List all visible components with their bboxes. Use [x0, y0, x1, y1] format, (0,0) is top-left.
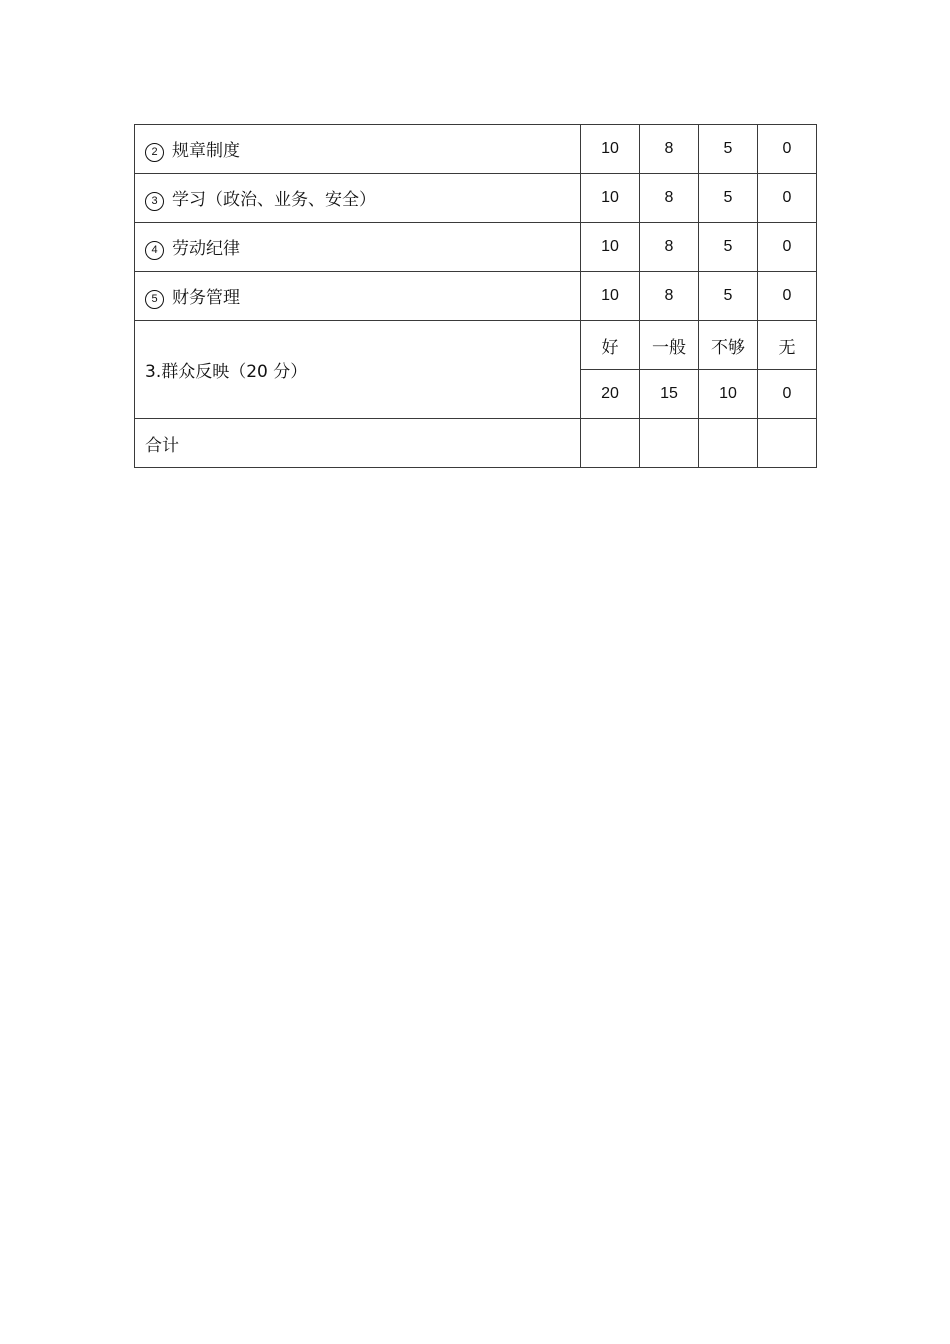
- table-row: [135, 223, 817, 272]
- row-label-cell: [135, 174, 581, 223]
- score-cell: 10: [581, 272, 640, 321]
- row-label: 财务管理: [172, 288, 240, 308]
- table-row-total: [135, 419, 817, 468]
- score-cell: 20: [581, 370, 640, 419]
- score-cell: 0: [758, 272, 817, 321]
- total-label: 合计: [135, 419, 581, 468]
- feedback-label: 3.群众反映（20 分）: [135, 321, 581, 419]
- score-cell: 0: [758, 223, 817, 272]
- score-cell: 10: [581, 125, 640, 174]
- score-cell: 8: [640, 272, 699, 321]
- score-cell: 8: [640, 125, 699, 174]
- row-label-cell: [135, 125, 581, 174]
- score-cell: 5: [699, 174, 758, 223]
- score-cell: 8: [640, 174, 699, 223]
- total-cell: [699, 419, 758, 468]
- circled-number-badge: 5: [145, 290, 164, 309]
- total-cell: [758, 419, 817, 468]
- rating-header-cell: 好: [581, 321, 640, 370]
- row-label: 学习（政治、业务、安全）: [172, 190, 376, 210]
- score-cell: 0: [758, 174, 817, 223]
- rating-header-cell: 不够: [699, 321, 758, 370]
- score-cell: 0: [758, 370, 817, 419]
- circled-number-badge: 3: [145, 192, 164, 211]
- score-cell: 5: [699, 272, 758, 321]
- total-cell: [640, 419, 699, 468]
- score-cell: 0: [758, 125, 817, 174]
- row-label-cell: [135, 272, 581, 321]
- rating-header-cell: 一般: [640, 321, 699, 370]
- table-row-feedback-ratings: [135, 321, 817, 370]
- table-row: [135, 272, 817, 321]
- circled-number-badge: 4: [145, 241, 164, 260]
- score-cell: 10: [581, 174, 640, 223]
- score-cell: 10: [581, 223, 640, 272]
- row-label: 规章制度: [172, 141, 240, 161]
- score-cell: 5: [699, 125, 758, 174]
- score-cell: 5: [699, 223, 758, 272]
- circled-number-badge: 2: [145, 143, 164, 162]
- total-cell: [581, 419, 640, 468]
- table-row: [135, 174, 817, 223]
- row-label: 劳动纪律: [172, 239, 240, 259]
- row-label-cell: [135, 223, 581, 272]
- score-cell: 10: [699, 370, 758, 419]
- score-cell: 8: [640, 223, 699, 272]
- score-table: [134, 124, 817, 468]
- score-cell: 15: [640, 370, 699, 419]
- rating-header-cell: 无: [758, 321, 817, 370]
- table-row: [135, 125, 817, 174]
